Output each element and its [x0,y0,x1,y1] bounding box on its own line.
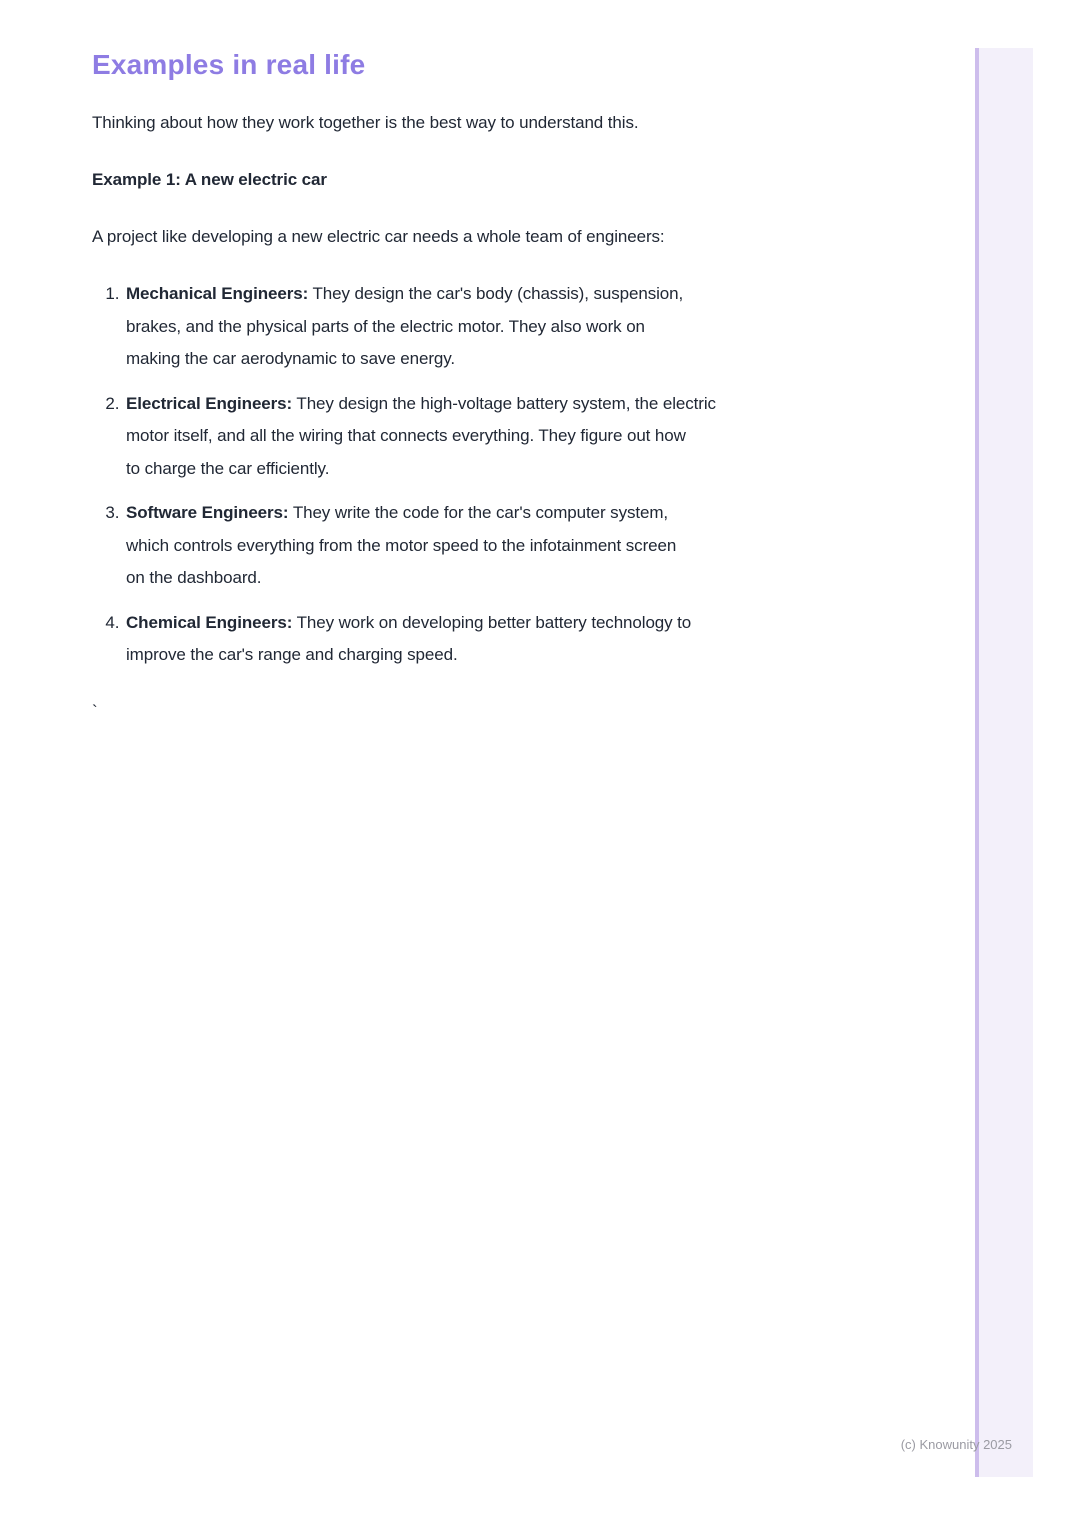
example-lead-paragraph: A project like developing a new electric car needs a whole team of engineers: [92,227,665,246]
engineer-list [92,278,836,672]
list-item-text-line: brakes, and the physical parts of the electric motor. They also work on [126,316,645,336]
list-item-chemical [124,607,836,672]
list-item-label: Software Engineers: [126,503,289,522]
list-item-mechanical [124,278,836,376]
intro-paragraph: Thinking about how they work together is the best way to understand this. [92,113,639,132]
list-item-text-line: improve the car's range and charging speed. [126,645,458,664]
list-item-label: Electrical Engineers: [126,393,293,413]
right-margin-panel [979,48,1033,1477]
list-item-text-line: motor itself, and all the wiring that connects everything. They figure out how [126,426,686,445]
example-subheading: Example 1: A new electric car [92,170,327,189]
list-item-text-line: which controls everything from the motor speed to the infotainment screen [126,535,677,555]
document-content [92,48,836,729]
list-item-text-line: to charge the car efficiently. [126,458,330,478]
copyright-footer: (c) Knowunity 2025 [900,1437,1012,1452]
list-item-text-line: They design the car's body (chassis), suspension, [312,284,684,303]
list-item-electrical [124,388,836,486]
list-item-software [124,497,836,595]
list-item-label: Chemical Engineers: [126,612,293,632]
list-item-text-line: They design the high-voltage battery system, the electric [296,393,716,413]
page-title: Examples in real life [92,49,366,80]
list-item-text-line: They write the code for the car's computer system, [292,503,669,522]
list-item-label: Mechanical Engineers: [126,284,309,303]
list-item-text-line: making the car aerodynamic to save energy. [126,349,456,368]
stray-backtick: ` [92,702,98,721]
list-item-text-line: on the dashboard. [126,568,262,587]
list-item-text-line: They work on developing better battery technology to [296,612,692,632]
